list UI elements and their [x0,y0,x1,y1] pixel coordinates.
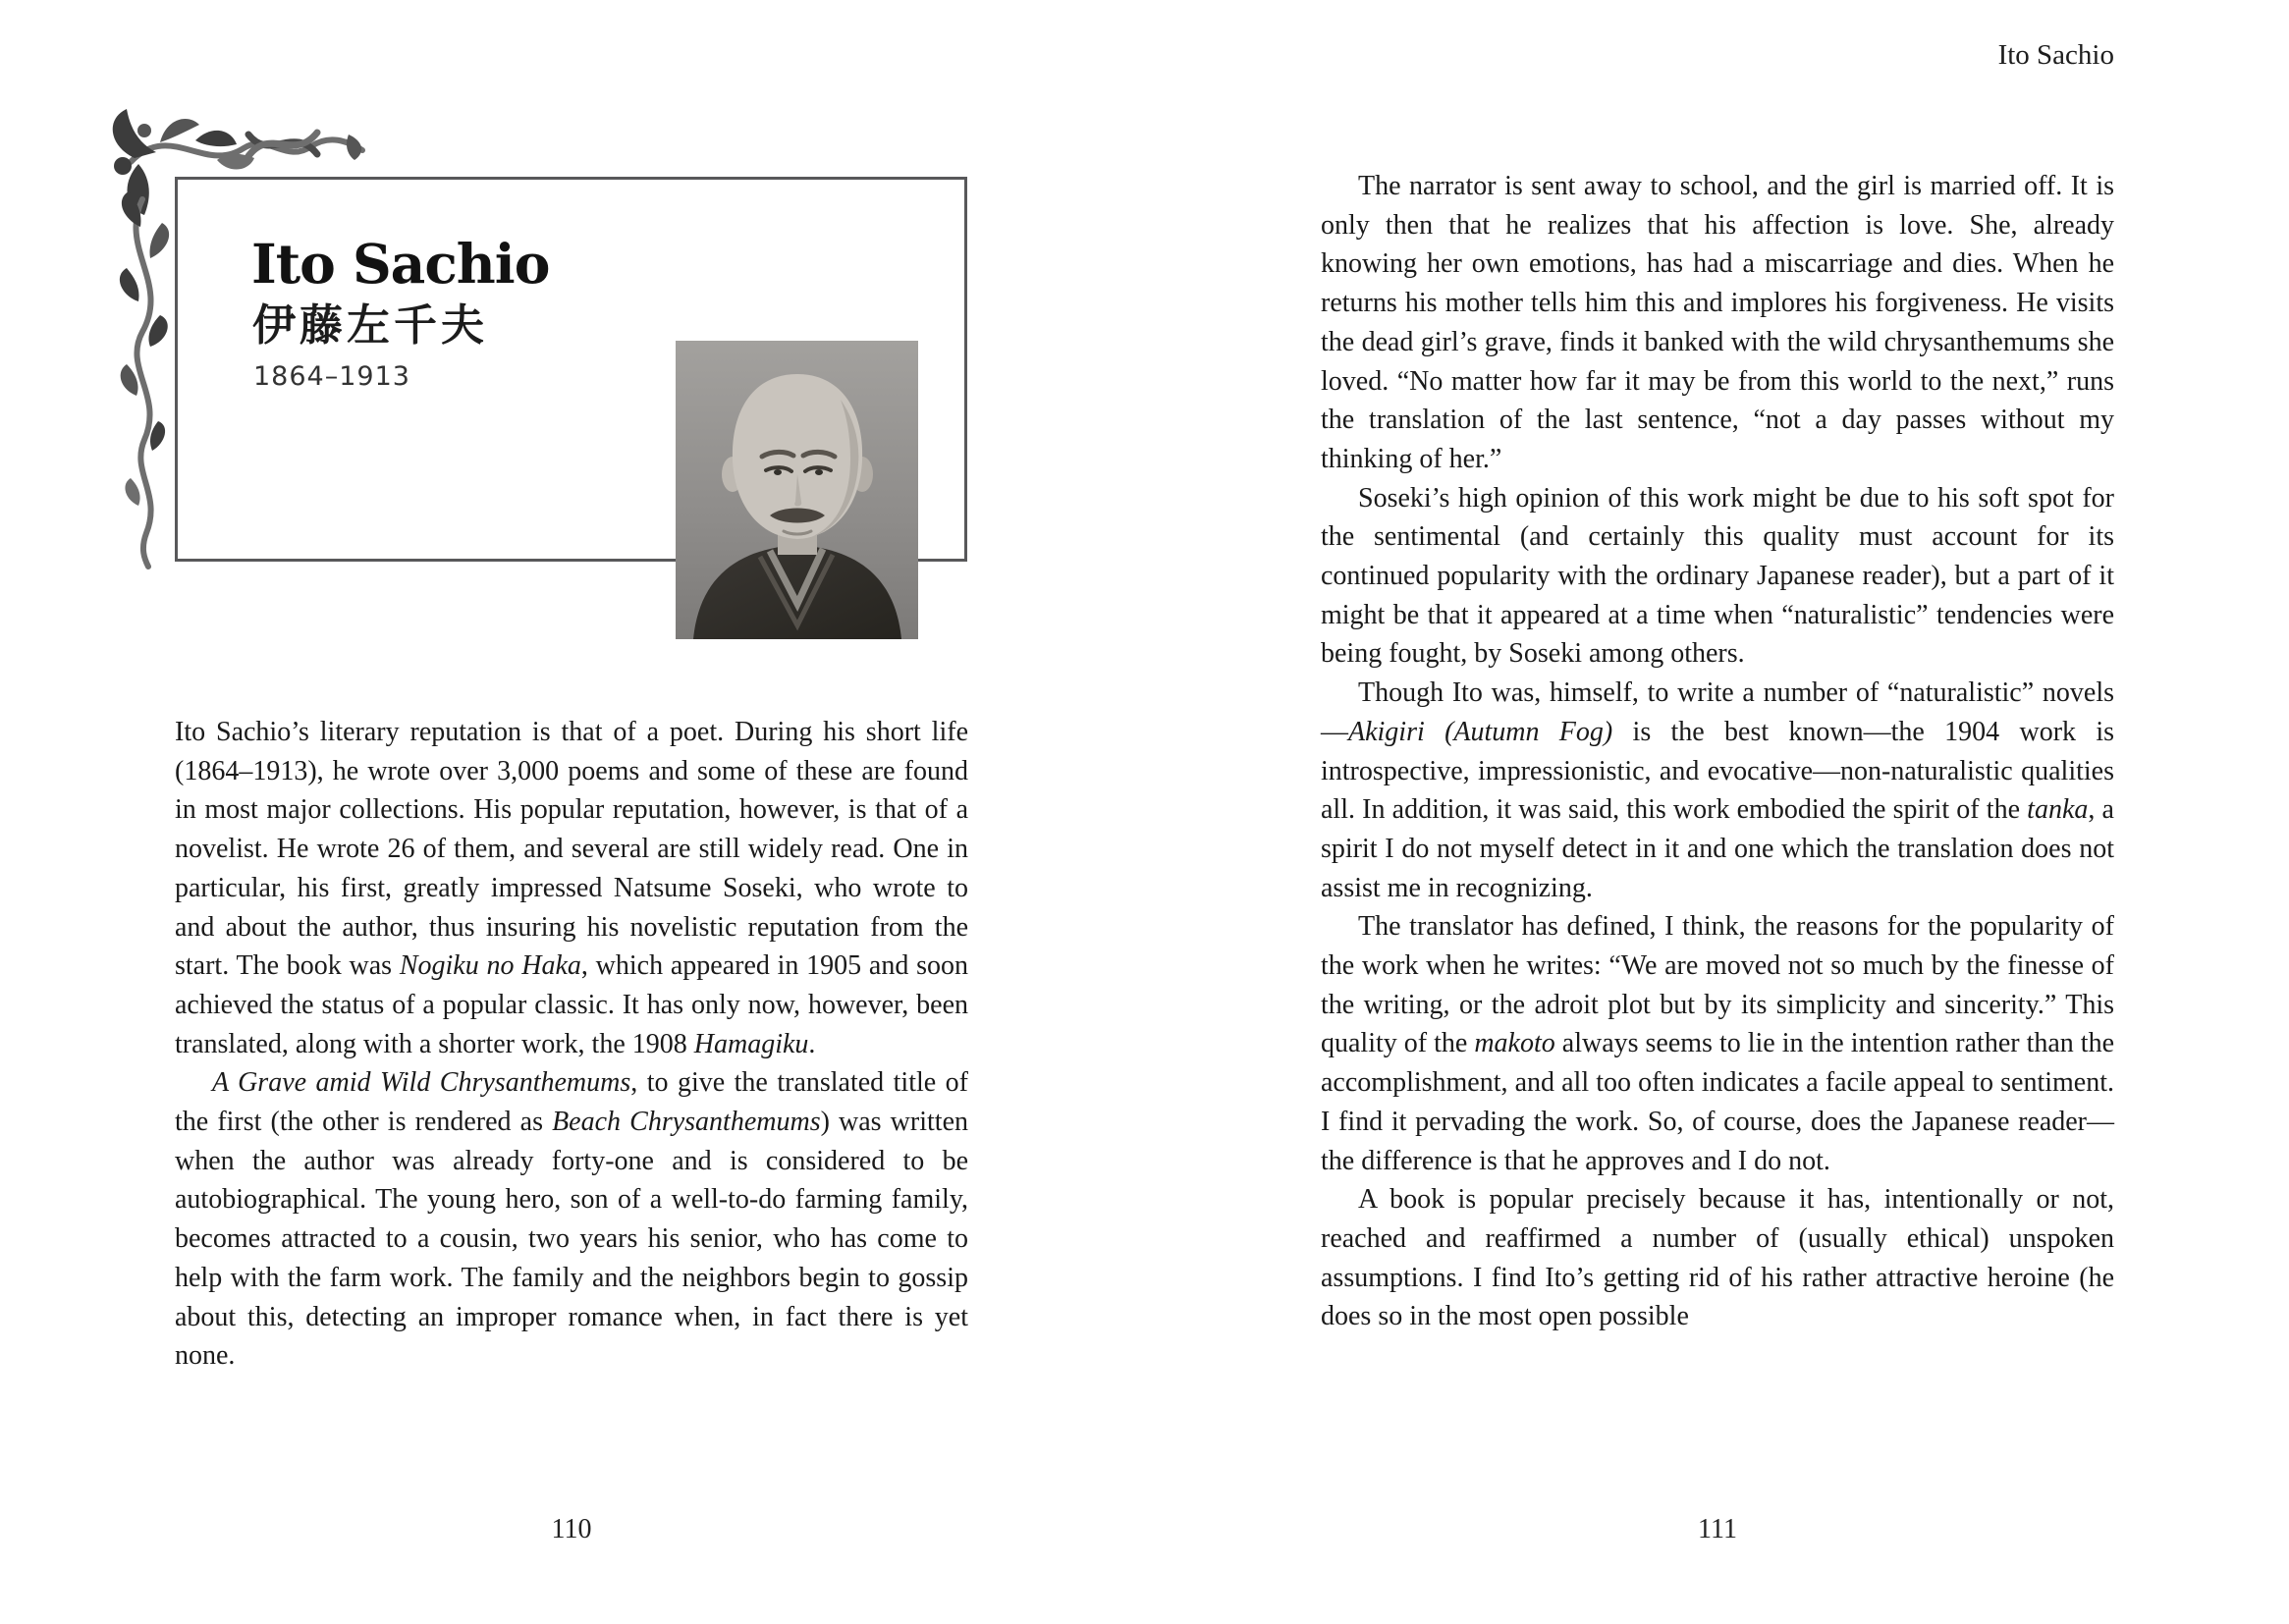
running-header: Ito Sachio [1997,39,2114,71]
author-name: Ito Sachio [251,232,550,296]
page-number-right: 111 [1698,1514,1737,1544]
paragraph: Ito Sachio’s literary reputation is that of a poet. During his short life (1864–1913), he wrote over 3,000 poems and some of these are found in most major collections. His popular reputation, however, is that of a novelist. He wrote 26 of them, and several are still widely read. One in particular, his first, greatly impressed Natsume Soseki, who wrote to and about the author, thus insuring his novelistic reputation from the start. The book was Nogiku no Haka, which appeared in 1905 and soon achieved the status of a popular classic. It has only now, however, been translated, along with a shorter work, the 1908 Hamagiku. [175,717,969,1059]
right-page-text [1321,167,2114,1336]
paragraph: The translator has defined, I think, the reasons for the popularity of the work when he writes: “We are moved not so much by the finesse of the writing, or the adroit plot but by its simplicity and sincerity.” This quality of the makoto always seems to lie in the intention rather than the accomplishment, and all too often indicates a facile appeal to sentiment. I find it pervading the work. So, of course, does the Japanese reader—the difference is that he approves and I do not. [1321,911,2114,1176]
left-page-text [175,713,968,1376]
paragraph: Soseki’s high opinion of this work might be due to his soft spot for the sentimental (and certainly this quality must account for its continued popularity with the ordinary Japanese reader), but a part of it might be that it appeared at a time when “naturalistic” tendencies were being fought, by Soseki among others. [1321,482,2114,670]
paragraph: A Grave amid Wild Chrysanthemums, to give the translated title of the first (the other is rendered as Beach Chrysanthemums) was written when the author was already forty-one and is considered to be autobiographical. The young hero, son of a well-to-do farming family, becomes attracted to a cousin, two years his senior, who has come to help with the farm work. The family and the neighbors begin to gossip about this, detecting an improper romance when, in fact there is yet none. [175,1067,968,1372]
author-portrait-photo [676,341,918,639]
paragraph: A book is popular precisely because it has, intentionally or not, reached and reaffirmed a number of (usually ethical) unspoken assumptions. I find Ito’s getting rid of his rather attractive heroine (he does so in the most open possible [1321,1184,2114,1332]
author-dates: 1864–1913 [253,361,410,392]
paragraph: Though Ito was, himself, to write a number of “naturalistic” novels—Akigiri (Autumn Fog) is the best known—the 1904 work is introspective, impressionistic, and evocative—non-naturalistic qualities all. In addition, it was said, this work embodied the spirit of the tanka, a spirit I do not myself detect in it and one which the translation does not assist me in recognizing. [1321,677,2114,903]
author-name-japanese: 伊藤左千夫 [252,301,488,350]
page-number-left: 110 [551,1514,592,1544]
portrait-image [676,341,918,639]
paragraph: The narrator is sent away to school, and the girl is married off. It is only then that he realizes that his affection is love. She, already knowing her own emotions, has had a miscarriage and dies. When he returns his mother tells him this and implores his forgiveness. He visits the dead girl’s grave, finds it banked with the wild chrysanthemums she loved. “No matter how far it may be from this world to the next,” runs the translation of the last sentence, “not a day passes without my thinking of her.” [1321,171,2114,474]
